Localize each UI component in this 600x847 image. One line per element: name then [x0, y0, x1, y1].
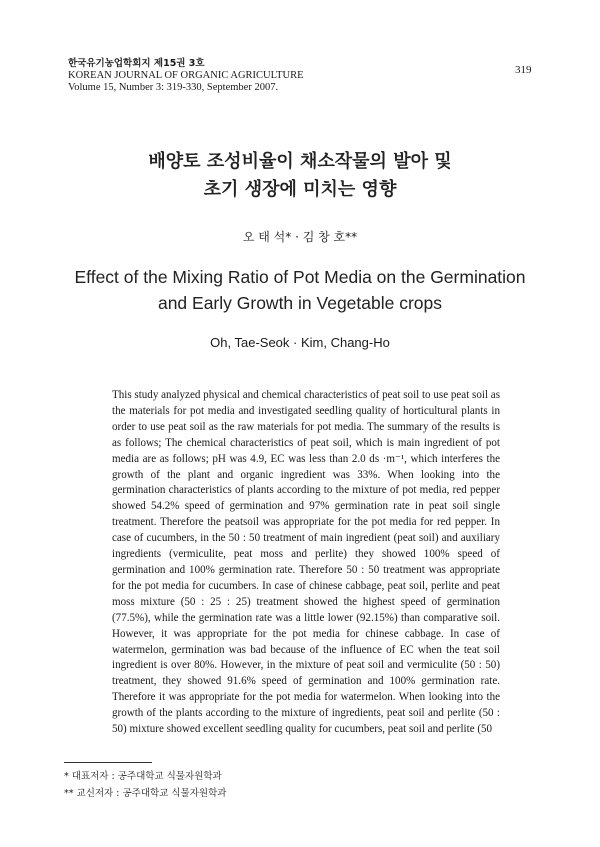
- authors-korean: 오 태 석* · 김 창 호**: [242, 230, 358, 244]
- journal-header: [68, 58, 304, 94]
- title-korean-line-1: 배양토 조성비율이 채소작물의 발아 및: [148, 151, 452, 172]
- footnote-first-author: * 대표저자 : 공주대학교 식물자원학과: [64, 771, 222, 782]
- abstract: [112, 388, 500, 738]
- title-korean: [0, 148, 600, 204]
- page-number: 319: [515, 64, 532, 76]
- title-korean-line-2: 초기 생장에 미치는 영향: [203, 179, 397, 200]
- footnote-divider: [64, 762, 152, 763]
- authors-english: Oh, Tae-Seok · Kim, Chang-Ho: [210, 335, 390, 350]
- title-english-line-1: Effect of the Mixing Ratio of Pot Media on the Germination: [74, 267, 526, 287]
- title-english: [0, 264, 600, 316]
- abstract-text: This study analyzed physical and chemical characteristics of peat soil to use peat soil as the materials for pot media and investigated seedling quality of horticultural plants in order to use peat soil as the raw materials for pot media. The summary of the results is as follows; The chemical characteristics of peat soil, which is main ingredient of pot media are as follows; pH was 4.9, EC was less than 2.0 ds ·m⁻¹, which interferes the growth of the plant and organic ingredient was 33%. When looking into the germination characteristics of plants according to the mixture of pot media, red pepper showed 54.2% speed of germination and 97% germination rate in peat soil single treatment. Therefore the peatsoil was appropriate for the pot media for red pepper. In case of cucumbers, in the 50 : 50 treatment of main ingredient (peat soil) and auxiliary ingredients (vermiculite, peat moss and perlite) they showed 100% speed of germination and 100% germination rate. Therefore 50 : 50 treatment was appropriate for the pot media for cucumbers. In case of chinese cabbage, peat soil, perlite and peat moss mixture (50 : 25 : 25) treatment showed the highest speed of germination (77.5%), while the germination rate was a little lower (92.15%) than comparative soil. However, it was appropriate for the pot media for chinese cabbage. In case of watermelon, germination was bad because of the influence of EC when the teat soil ingredient is over 80%. However, in the mixture of peat soil and vermiculite (50 : 50) treatment, they showed 91.6% speed of germination and 100% germination rate. Therefore it was appropriate for the pot media for watermelon. When looking into the growth of the plants according to the mixture of ingredients, peat soil and perlite (50 : 50) mixture showed excellent seedling quality for cucumbers, peat soil and perlite (50: [112, 389, 500, 736]
- title-english-line-2: and Early Growth in Vegetable crops: [157, 293, 443, 313]
- footnote-corresponding-author: ** 교신저자 : 공주대학교 식물자원학과: [64, 788, 227, 799]
- journal-name-kr: 한국유기농업학회지 제15권 3호: [68, 58, 205, 69]
- footnotes: [64, 768, 226, 802]
- journal-name-en: KOREAN JOURNAL OF ORGANIC AGRICULTURE: [68, 70, 304, 81]
- volume-info: Volume 15, Number 3: 319-330, September 2007.: [68, 82, 279, 93]
